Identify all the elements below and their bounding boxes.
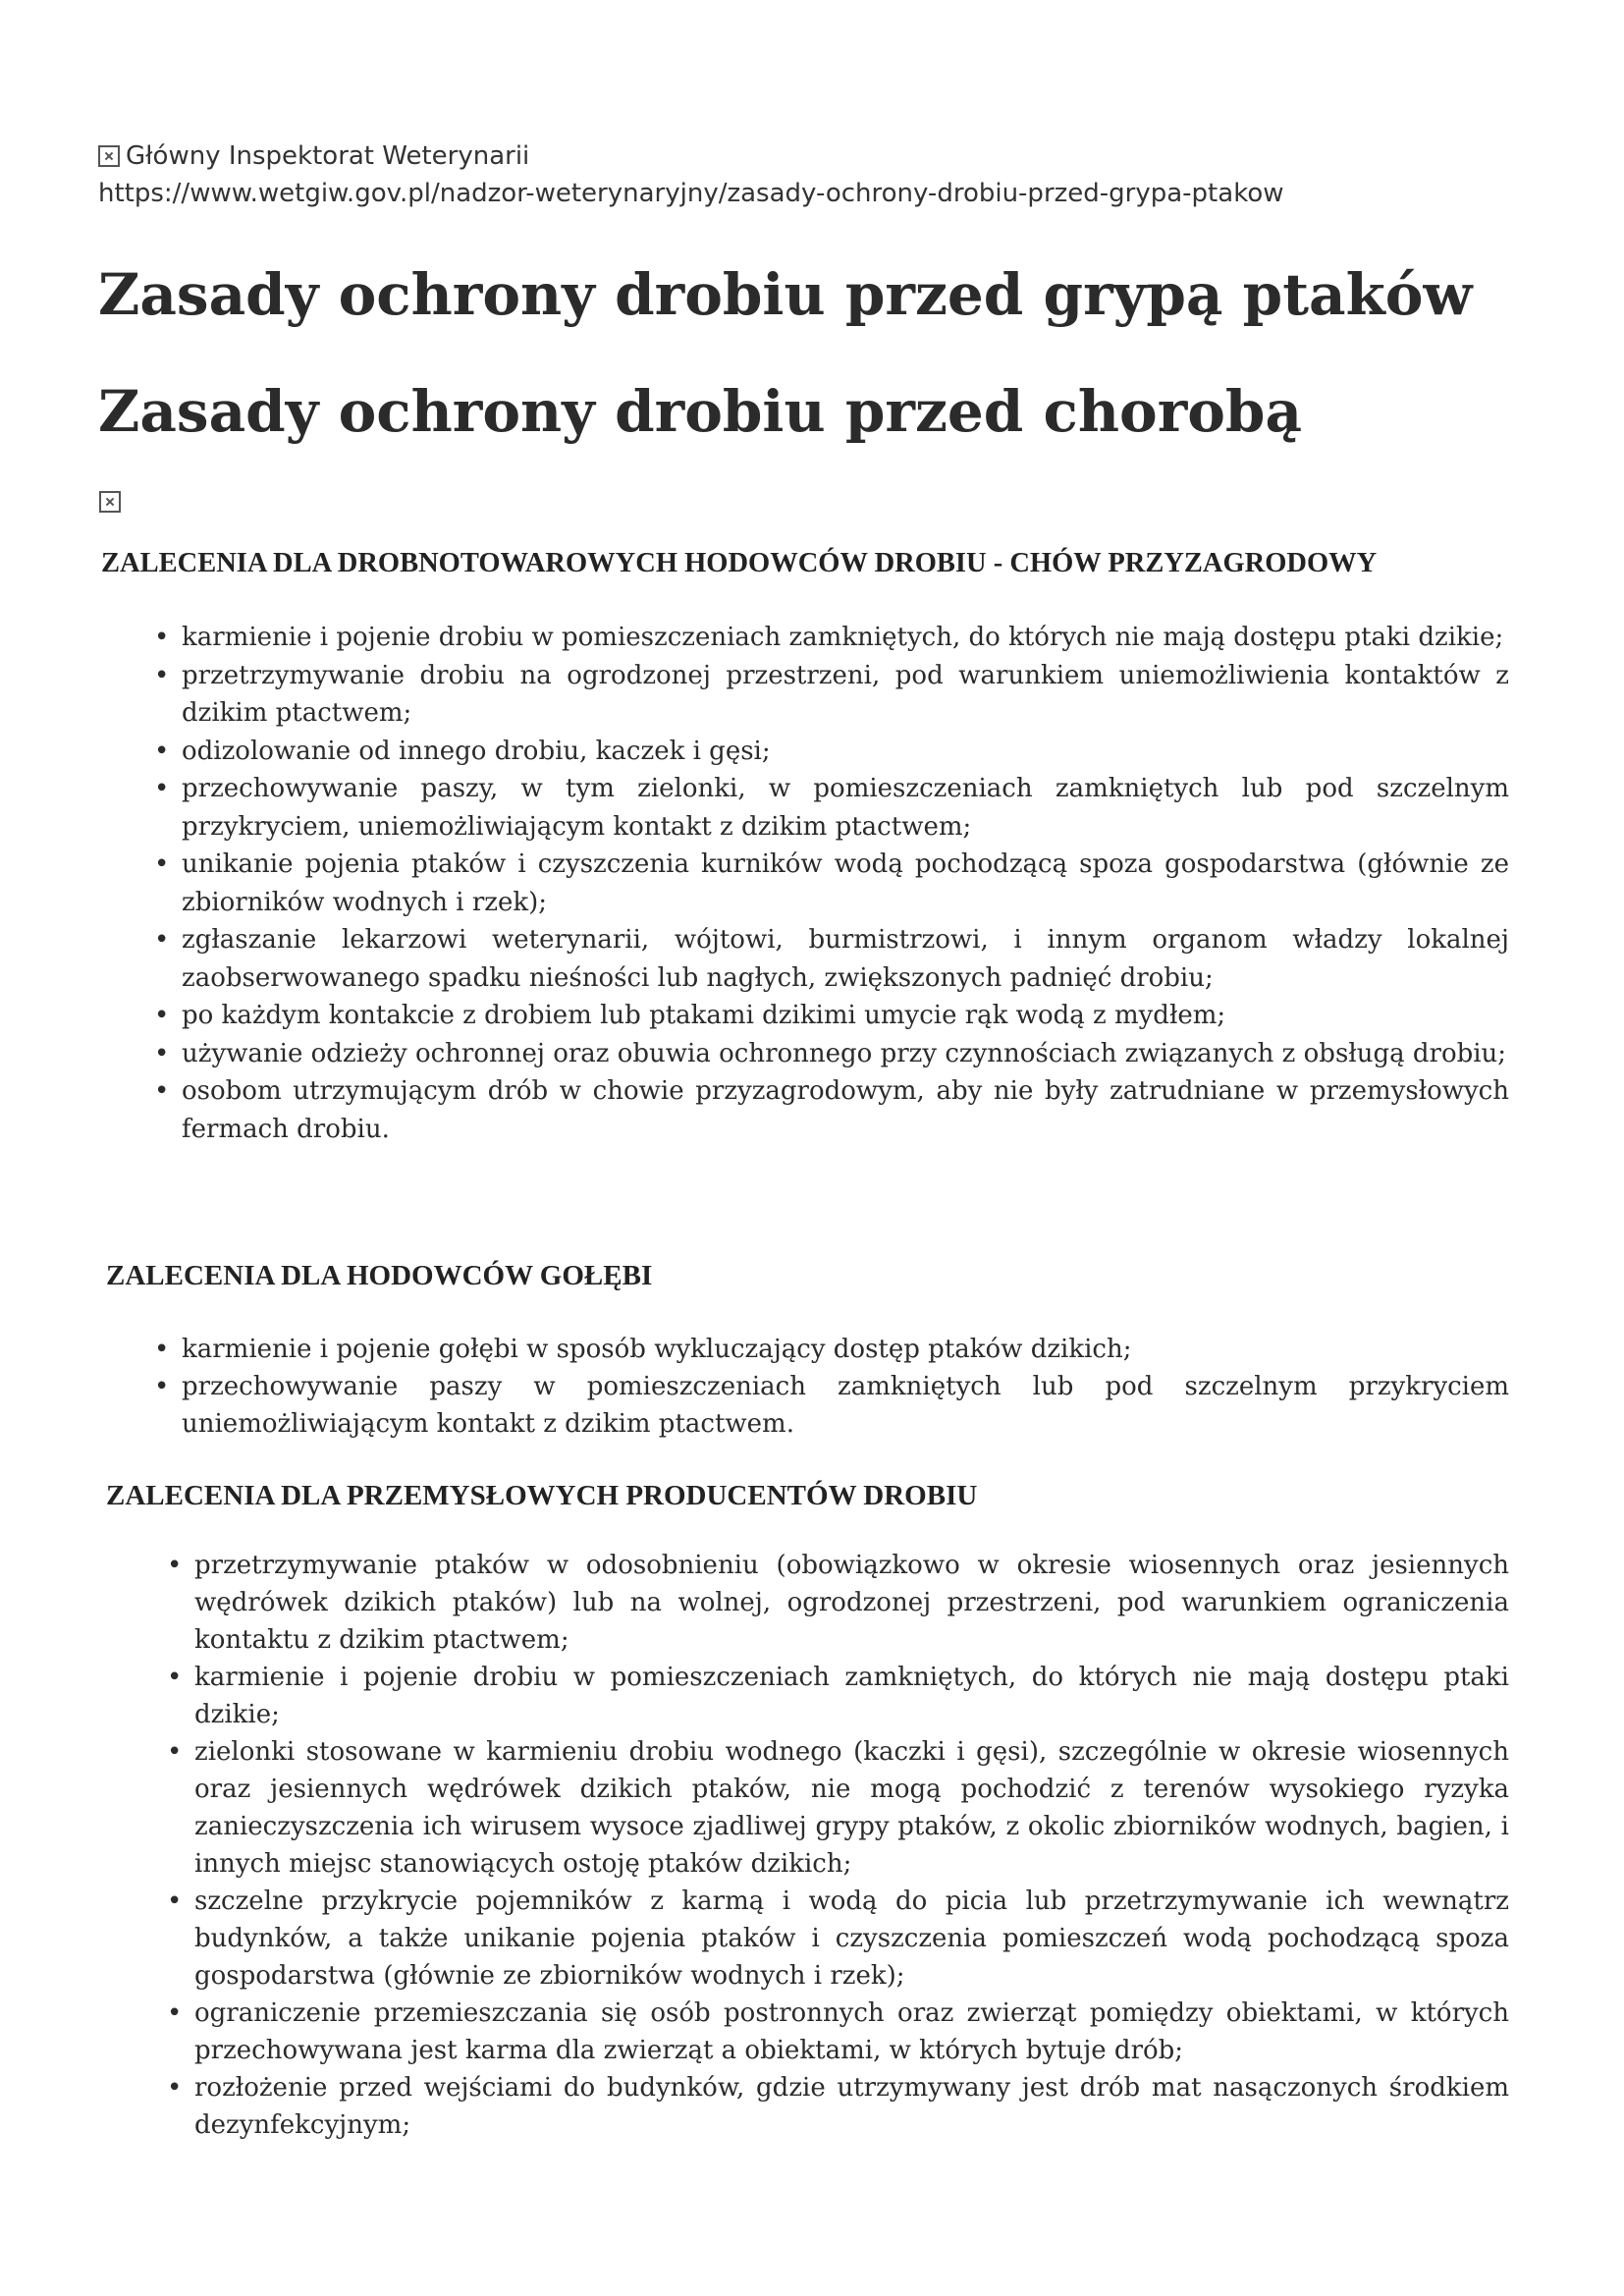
list-item: • przetrzymywanie drobiu na ogrodzonej przestrzeni, pod warunkiem uniemożliwienia kontaktów z dzikim ptactwem;: [154, 657, 1509, 733]
page-url: https://www.wetgiw.gov.pl/nadzor-weterynaryjny/zasady-ochrony-drobiu-przed-grypa-ptakow: [98, 179, 1284, 208]
list-item: • karmienie i pojenie drobiu w pomieszczeniach zamkniętych, do których nie mają dostępu ptaki dzikie;: [154, 619, 1509, 657]
page-title: Zasady ochrony drobiu przed grypą ptaków: [98, 261, 1473, 328]
list-item: • unikanie pojenia ptaków i czyszczenia kurników wodą pochodzącą spoza gospodarstwa (głównie ze zbiorników wodnych i rzek);: [154, 846, 1509, 921]
section-title: ZALECENIA DLA PRZEMYSŁOWYCH PRODUCENTÓW DROBIU: [106, 1480, 978, 1511]
recommendation-list: [167, 1547, 1509, 2144]
section-title: ZALECENIA DLA HODOWCÓW GOŁĘBI: [106, 1260, 653, 1291]
list-item: • przechowywanie paszy, w tym zielonki, w pomieszczeniach zamkniętych lub pod szczelnym przykryciem, uniemożliwiającym kontakt z dzikim ptactwem;: [154, 770, 1509, 846]
list-item: • karmienie i pojenie drobiu w pomieszczeniach zamkniętych, do których nie mają dostępu ptaki dzikie;: [167, 1659, 1509, 1733]
list-item: • szczelne przykrycie pojemników z karmą i wodą do picia lub przetrzymywanie ich wewnątrz budynków, a także unikanie pojenia ptaków i czyszczenia pomieszczeń wodą pochodzącą spoza gospodarstwa (głównie ze zbiorników wodnych i rzek);: [167, 1883, 1509, 1995]
broken-image-icon: [99, 491, 121, 513]
list-item: • odizolowanie od innego drobiu, kaczek i gęsi;: [154, 733, 1509, 771]
page-subtitle: Zasady ochrony drobiu przed chorobą: [98, 378, 1303, 445]
list-item: • przechowywanie paszy w pomieszczeniach zamkniętych lub pod szczelnym przykryciem uniemożliwiającym kontakt z dzikim ptactwem.: [154, 1368, 1509, 1443]
recommendation-list: [154, 1331, 1509, 1443]
list-item: • zielonki stosowane w karmieniu drobiu wodnego (kaczki i gęsi), szczególnie w okresie wiosennych oraz jesiennych wędrówek dzikich ptaków, nie mogą pochodzić z terenów wysokiego ryzyka zanieczyszczenia ich wirusem wysoce zjadliwej grypy ptaków, z okolic zbiorników wodnych, bagien, i innych miejsc stanowiących ostoję ptaków dzikich;: [167, 1733, 1509, 1883]
list-item: • zgłaszanie lekarzowi weterynarii, wójtowi, burmistrzowi, i innym organom władzy lokalnej zaobserwowanego spadku nieśności lub nagłych, zwiększonych padnięć drobiu;: [154, 921, 1509, 997]
section-title: ZALECENIA DLA DROBNOTOWAROWYCH HODOWCÓW DROBIU - CHÓW PRZYZAGRODOWY: [101, 548, 1378, 578]
list-item: • używanie odzieży ochronnej oraz obuwia ochronnego przy czynnościach związanych z obsługą drobiu;: [154, 1035, 1509, 1073]
list-item: • po każdym kontakcie z drobiem lub ptakami dzikimi umycie rąk wodą z mydłem;: [154, 997, 1509, 1035]
broken-image-icon: [98, 145, 120, 167]
site-header: [98, 141, 529, 171]
list-item: • ograniczenie przemieszczania się osób postronnych oraz zwierząt pomiędzy obiektami, w których przechowywana jest karma dla zwierząt a obiektami, w których bytuje drób;: [167, 1995, 1509, 2069]
list-item: • rozłożenie przed wejściami do budynków, gdzie utrzymywany jest drób mat nasączonych środkiem dezynfekcyjnym;: [167, 2069, 1509, 2144]
site-name: Główny Inspektorat Weterynarii: [126, 141, 530, 171]
list-item: • przetrzymywanie ptaków w odosobnieniu (obowiązkowo w okresie wiosennych oraz jesiennych wędrówek dzikich ptaków) lub na wolnej, ogrodzonej przestrzeni, pod warunkiem ograniczenia kontaktu z dzikim ptactwem;: [167, 1547, 1509, 1659]
recommendation-list: [154, 619, 1509, 1148]
list-item: • osobom utrzymującym drób w chowie przyzagrodowym, aby nie były zatrudniane w przemysłowych fermach drobiu.: [154, 1072, 1509, 1148]
list-item: • karmienie i pojenie gołębi w sposób wykluczający dostęp ptaków dzikich;: [154, 1331, 1509, 1368]
